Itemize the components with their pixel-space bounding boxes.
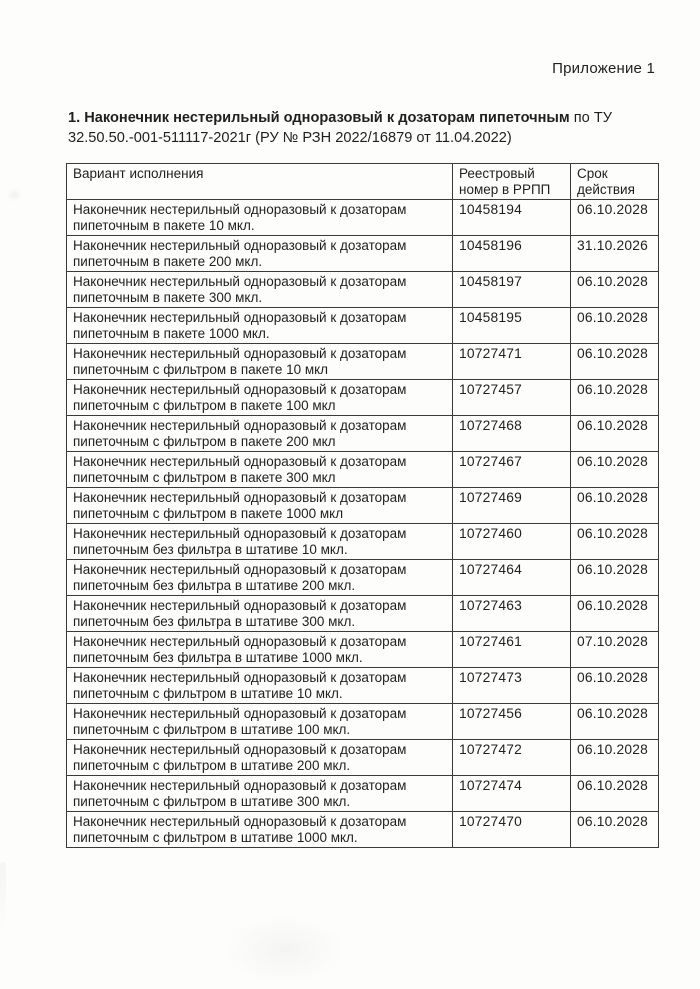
variant-cell: Наконечник нестерильный одноразовый к дозаторам пипеточным без фильтра в штативе 10 мкл. xyxy=(67,524,453,560)
table-row xyxy=(67,740,659,776)
expiry-date-cell: 06.10.2028 xyxy=(571,560,659,596)
variant-cell: Наконечник нестерильный одноразовый к дозаторам пипеточным с фильтром в пакете 1000 мкл xyxy=(67,488,453,524)
variant-cell: Наконечник нестерильный одноразовый к дозаторам пипеточным с фильтром в штативе 10 мкл. xyxy=(67,668,453,704)
variant-cell: Наконечник нестерильный одноразовый к дозаторам пипеточным без фильтра в штативе 1000 мкл. xyxy=(67,632,453,668)
table-row xyxy=(67,236,659,272)
header-variant: Вариант исполнения xyxy=(67,164,453,200)
expiry-date-cell: 07.10.2028 xyxy=(571,632,659,668)
registry-number-cell: 10727457 xyxy=(453,380,571,416)
registry-table xyxy=(66,163,659,848)
registry-number-cell: 10727456 xyxy=(453,704,571,740)
table-row xyxy=(67,596,659,632)
document-title-line2: 32.50.50.-001-511117-2021г (РУ № РЗН 2022/16879 от 11.04.2022) xyxy=(68,130,512,146)
expiry-date-cell: 06.10.2028 xyxy=(571,200,659,236)
registry-number-cell: 10727463 xyxy=(453,596,571,632)
registry-number-cell: 10727460 xyxy=(453,524,571,560)
table-row xyxy=(67,272,659,308)
document-title-regular: по ТУ xyxy=(569,110,613,126)
table-row xyxy=(67,704,659,740)
registry-number-cell: 10727471 xyxy=(453,344,571,380)
variant-cell: Наконечник нестерильный одноразовый к дозаторам пипеточным с фильтром в штативе 200 мкл. xyxy=(67,740,453,776)
document-title-bold: 1. Наконечник нестерильный одноразовый к дозаторам пипеточным xyxy=(68,110,570,126)
table-header-row xyxy=(67,164,659,200)
variant-cell: Наконечник нестерильный одноразовый к дозаторам пипеточным с фильтром в штативе 100 мкл. xyxy=(67,704,453,740)
scan-smudge xyxy=(0,862,6,932)
registry-number-cell: 10727474 xyxy=(453,776,571,812)
scan-smudge xyxy=(225,915,345,985)
registry-number-cell: 10727468 xyxy=(453,416,571,452)
variant-cell: Наконечник нестерильный одноразовый к дозаторам пипеточным без фильтра в штативе 200 мкл. xyxy=(67,560,453,596)
variant-cell: Наконечник нестерильный одноразовый к дозаторам пипеточным с фильтром в пакете 300 мкл xyxy=(67,452,453,488)
table-row xyxy=(67,524,659,560)
expiry-date-cell: 06.10.2028 xyxy=(571,524,659,560)
expiry-date-cell: 06.10.2028 xyxy=(571,740,659,776)
table-row xyxy=(67,380,659,416)
table-row xyxy=(67,488,659,524)
variant-cell: Наконечник нестерильный одноразовый к дозаторам пипеточным в пакете 1000 мкл. xyxy=(67,308,453,344)
variant-cell: Наконечник нестерильный одноразовый к дозаторам пипеточным с фильтром в пакете 100 мкл xyxy=(67,380,453,416)
table-header xyxy=(67,164,659,200)
document-title xyxy=(68,108,643,148)
table-row xyxy=(67,416,659,452)
registry-number-cell: 10458195 xyxy=(453,308,571,344)
registry-number-cell: 10458197 xyxy=(453,272,571,308)
registry-number-cell: 10458196 xyxy=(453,236,571,272)
header-expiry: Срок действия xyxy=(571,164,659,200)
table-row xyxy=(67,452,659,488)
expiry-date-cell: 06.10.2028 xyxy=(571,488,659,524)
table-row xyxy=(67,668,659,704)
table-row xyxy=(67,308,659,344)
registry-number-cell: 10727461 xyxy=(453,632,571,668)
expiry-date-cell: 06.10.2028 xyxy=(571,812,659,848)
expiry-date-cell: 06.10.2028 xyxy=(571,776,659,812)
expiry-date-cell: 06.10.2028 xyxy=(571,596,659,632)
table-row xyxy=(67,812,659,848)
expiry-date-cell: 06.10.2028 xyxy=(571,380,659,416)
expiry-date-cell: 06.10.2028 xyxy=(571,416,659,452)
variant-cell: Наконечник нестерильный одноразовый к дозаторам пипеточным с фильтром в штативе 300 мкл. xyxy=(67,776,453,812)
variant-cell: Наконечник нестерильный одноразовый к дозаторам пипеточным без фильтра в штативе 300 мкл. xyxy=(67,596,453,632)
expiry-date-cell: 06.10.2028 xyxy=(571,452,659,488)
table-body xyxy=(67,200,659,848)
header-registry-number: Реестровый номер в РРПП xyxy=(453,164,571,200)
expiry-date-cell: 06.10.2028 xyxy=(571,668,659,704)
expiry-date-cell: 06.10.2028 xyxy=(571,344,659,380)
expiry-date-cell: 31.10.2026 xyxy=(571,236,659,272)
table-row xyxy=(67,560,659,596)
registry-number-cell: 10727470 xyxy=(453,812,571,848)
scan-smudge xyxy=(6,188,22,202)
variant-cell: Наконечник нестерильный одноразовый к дозаторам пипеточным в пакете 300 мкл. xyxy=(67,272,453,308)
expiry-date-cell: 06.10.2028 xyxy=(571,272,659,308)
variant-cell: Наконечник нестерильный одноразовый к дозаторам пипеточным с фильтром в штативе 1000 мкл. xyxy=(67,812,453,848)
registry-number-cell: 10458194 xyxy=(453,200,571,236)
expiry-date-cell: 06.10.2028 xyxy=(571,704,659,740)
registry-number-cell: 10727467 xyxy=(453,452,571,488)
table-row xyxy=(67,776,659,812)
variant-cell: Наконечник нестерильный одноразовый к дозаторам пипеточным в пакете 10 мкл. xyxy=(67,200,453,236)
table-row xyxy=(67,344,659,380)
annex-label: Приложение 1 xyxy=(552,60,655,77)
registry-number-cell: 10727473 xyxy=(453,668,571,704)
table-row xyxy=(67,200,659,236)
registry-number-cell: 10727469 xyxy=(453,488,571,524)
registry-number-cell: 10727464 xyxy=(453,560,571,596)
expiry-date-cell: 06.10.2028 xyxy=(571,308,659,344)
table-row xyxy=(67,632,659,668)
variant-cell: Наконечник нестерильный одноразовый к дозаторам пипеточным с фильтром в пакете 200 мкл xyxy=(67,416,453,452)
variant-cell: Наконечник нестерильный одноразовый к дозаторам пипеточным с фильтром в пакете 10 мкл xyxy=(67,344,453,380)
variant-cell: Наконечник нестерильный одноразовый к дозаторам пипеточным в пакете 200 мкл. xyxy=(67,236,453,272)
registry-number-cell: 10727472 xyxy=(453,740,571,776)
